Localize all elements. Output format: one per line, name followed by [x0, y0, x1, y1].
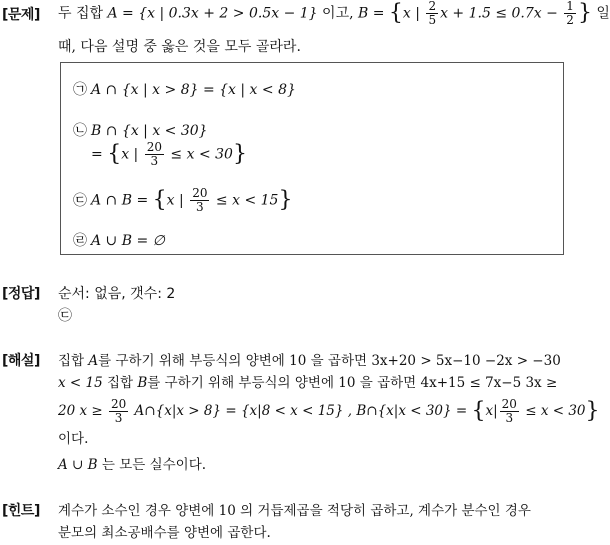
brace-open: { [107, 141, 122, 167]
explanation-text: 집합 [58, 353, 89, 369]
explanation-line-3 [58, 394, 600, 428]
fraction [500, 398, 519, 425]
hint-line-2: 분모의 최소공배수를 양변에 곱한다. [58, 525, 271, 541]
problem-statement [58, 0, 610, 58]
explanation-section [0, 350, 600, 480]
option-1 [73, 80, 296, 100]
option-text: B ∩ {x | x < 30} [91, 123, 208, 139]
frac-num: 20 [146, 140, 162, 154]
frac-den: 3 [196, 200, 204, 214]
set-b-inner: x + 1.5 ≤ 0.7x − [440, 5, 563, 22]
set-b-inner: x | [402, 5, 425, 22]
option-mark: ㉢ [73, 192, 87, 209]
brace-close: } [232, 141, 247, 167]
explanation-text: 집합 [102, 375, 138, 391]
explanation-math: x < 15 [58, 375, 103, 391]
brace-close: } [278, 187, 293, 213]
explanation-line-5 [58, 454, 586, 476]
brace-close: } [585, 398, 600, 424]
answer-line-2: ㉢ [58, 308, 72, 324]
answer-line-1: 순서: 없음, 갯수: 2 [58, 286, 176, 302]
explanation-math: A∩{x|x > 8} = {x|8 < x < 15} , B∩{x|x < 30} = [130, 403, 472, 419]
option-mark: ㉠ [73, 82, 87, 98]
explanation-body [58, 350, 600, 476]
option-3 [73, 187, 292, 214]
explanation-tag: [해설] [2, 353, 40, 369]
frac-num: 2 [428, 0, 437, 13]
frac-num: 20 [501, 397, 517, 411]
fraction [145, 141, 164, 168]
frac-den: 3 [114, 411, 123, 425]
answer-tag: [정답] [2, 286, 40, 302]
fraction [426, 0, 438, 27]
hint-section [0, 500, 592, 545]
brace-open: { [388, 0, 403, 26]
option-2 [73, 121, 247, 168]
explanation-text: 를 구하기 위해 부등식의 양변에 10 을 곱하면 4x+15 ≤ 7x−5 3x ≥ [147, 375, 558, 391]
options-box [60, 62, 564, 255]
problem-section [0, 0, 610, 259]
problem-line-2: 때, 다음 설명 중 옳은 것을 모두 골라라. [58, 39, 301, 55]
option-text: A ∪ B = ∅ [91, 233, 165, 249]
option-mark: ㉡ [73, 123, 87, 139]
explanation-math: B [137, 375, 148, 391]
answer-section [0, 283, 592, 333]
explanation-math: A ∪ B [58, 457, 98, 473]
explanation-math: A [88, 353, 99, 369]
explanation-math: 20 x ≥ [58, 403, 107, 419]
problem-tag: [문제] [2, 7, 40, 23]
option-text: x | [121, 146, 143, 163]
answer-body [58, 283, 586, 327]
frac-den: 3 [150, 154, 159, 168]
option-4 [73, 231, 165, 251]
hint-line-1: 계수가 소수인 경우 양변에 10 의 거듭제곱을 적당히 곱하고, 계수가 분수인 경우 [58, 503, 531, 519]
fraction [564, 0, 576, 27]
hint-body [58, 500, 586, 544]
problem-text: 두 집합 [58, 5, 108, 22]
frac-den: 2 [566, 13, 574, 27]
problem-line-1 [58, 0, 610, 36]
option-text: ≤ x < 30 [165, 146, 233, 163]
set-b-label: B = [358, 5, 389, 22]
explanation-math: x| [485, 403, 498, 419]
explanation-text: 를 구하기 위해 부등식의 양변에 10 을 곱하면 3x+20 > 5x−10 −2x > −30 [98, 353, 561, 369]
explanation-line-2 [58, 372, 586, 394]
brace-close: } [577, 0, 592, 26]
problem-text: 이고, [317, 5, 358, 22]
fraction [190, 187, 209, 214]
frac-num: 20 [110, 397, 127, 411]
brace-open: { [471, 398, 486, 424]
fraction [109, 398, 128, 425]
explanation-line-4: 이다. [58, 431, 89, 447]
hint-tag: [힌트] [2, 503, 40, 519]
set-a-definition: A = {x | 0.3x + 2 > 0.5x − 1} [107, 5, 318, 22]
explanation-text: 는 모든 실수이다. [97, 457, 207, 473]
option-mark: ㉣ [73, 233, 87, 249]
brace-open: { [152, 187, 167, 213]
frac-num: 1 [566, 0, 574, 13]
option-text: A ∩ B = [91, 192, 153, 209]
explanation-math: ≤ x < 30 [520, 403, 586, 419]
frac-den: 5 [428, 13, 437, 27]
option-text: x | [166, 192, 189, 209]
frac-den: 3 [505, 411, 514, 425]
option-text: ≤ x < 15 [211, 192, 279, 209]
explanation-line-1 [58, 350, 586, 372]
frac-num: 20 [192, 186, 208, 200]
option-text: = [91, 146, 108, 163]
option-text: A ∩ {x | x > 8} = {x | x < 8} [91, 82, 296, 98]
problem-text: 일 [591, 5, 610, 22]
